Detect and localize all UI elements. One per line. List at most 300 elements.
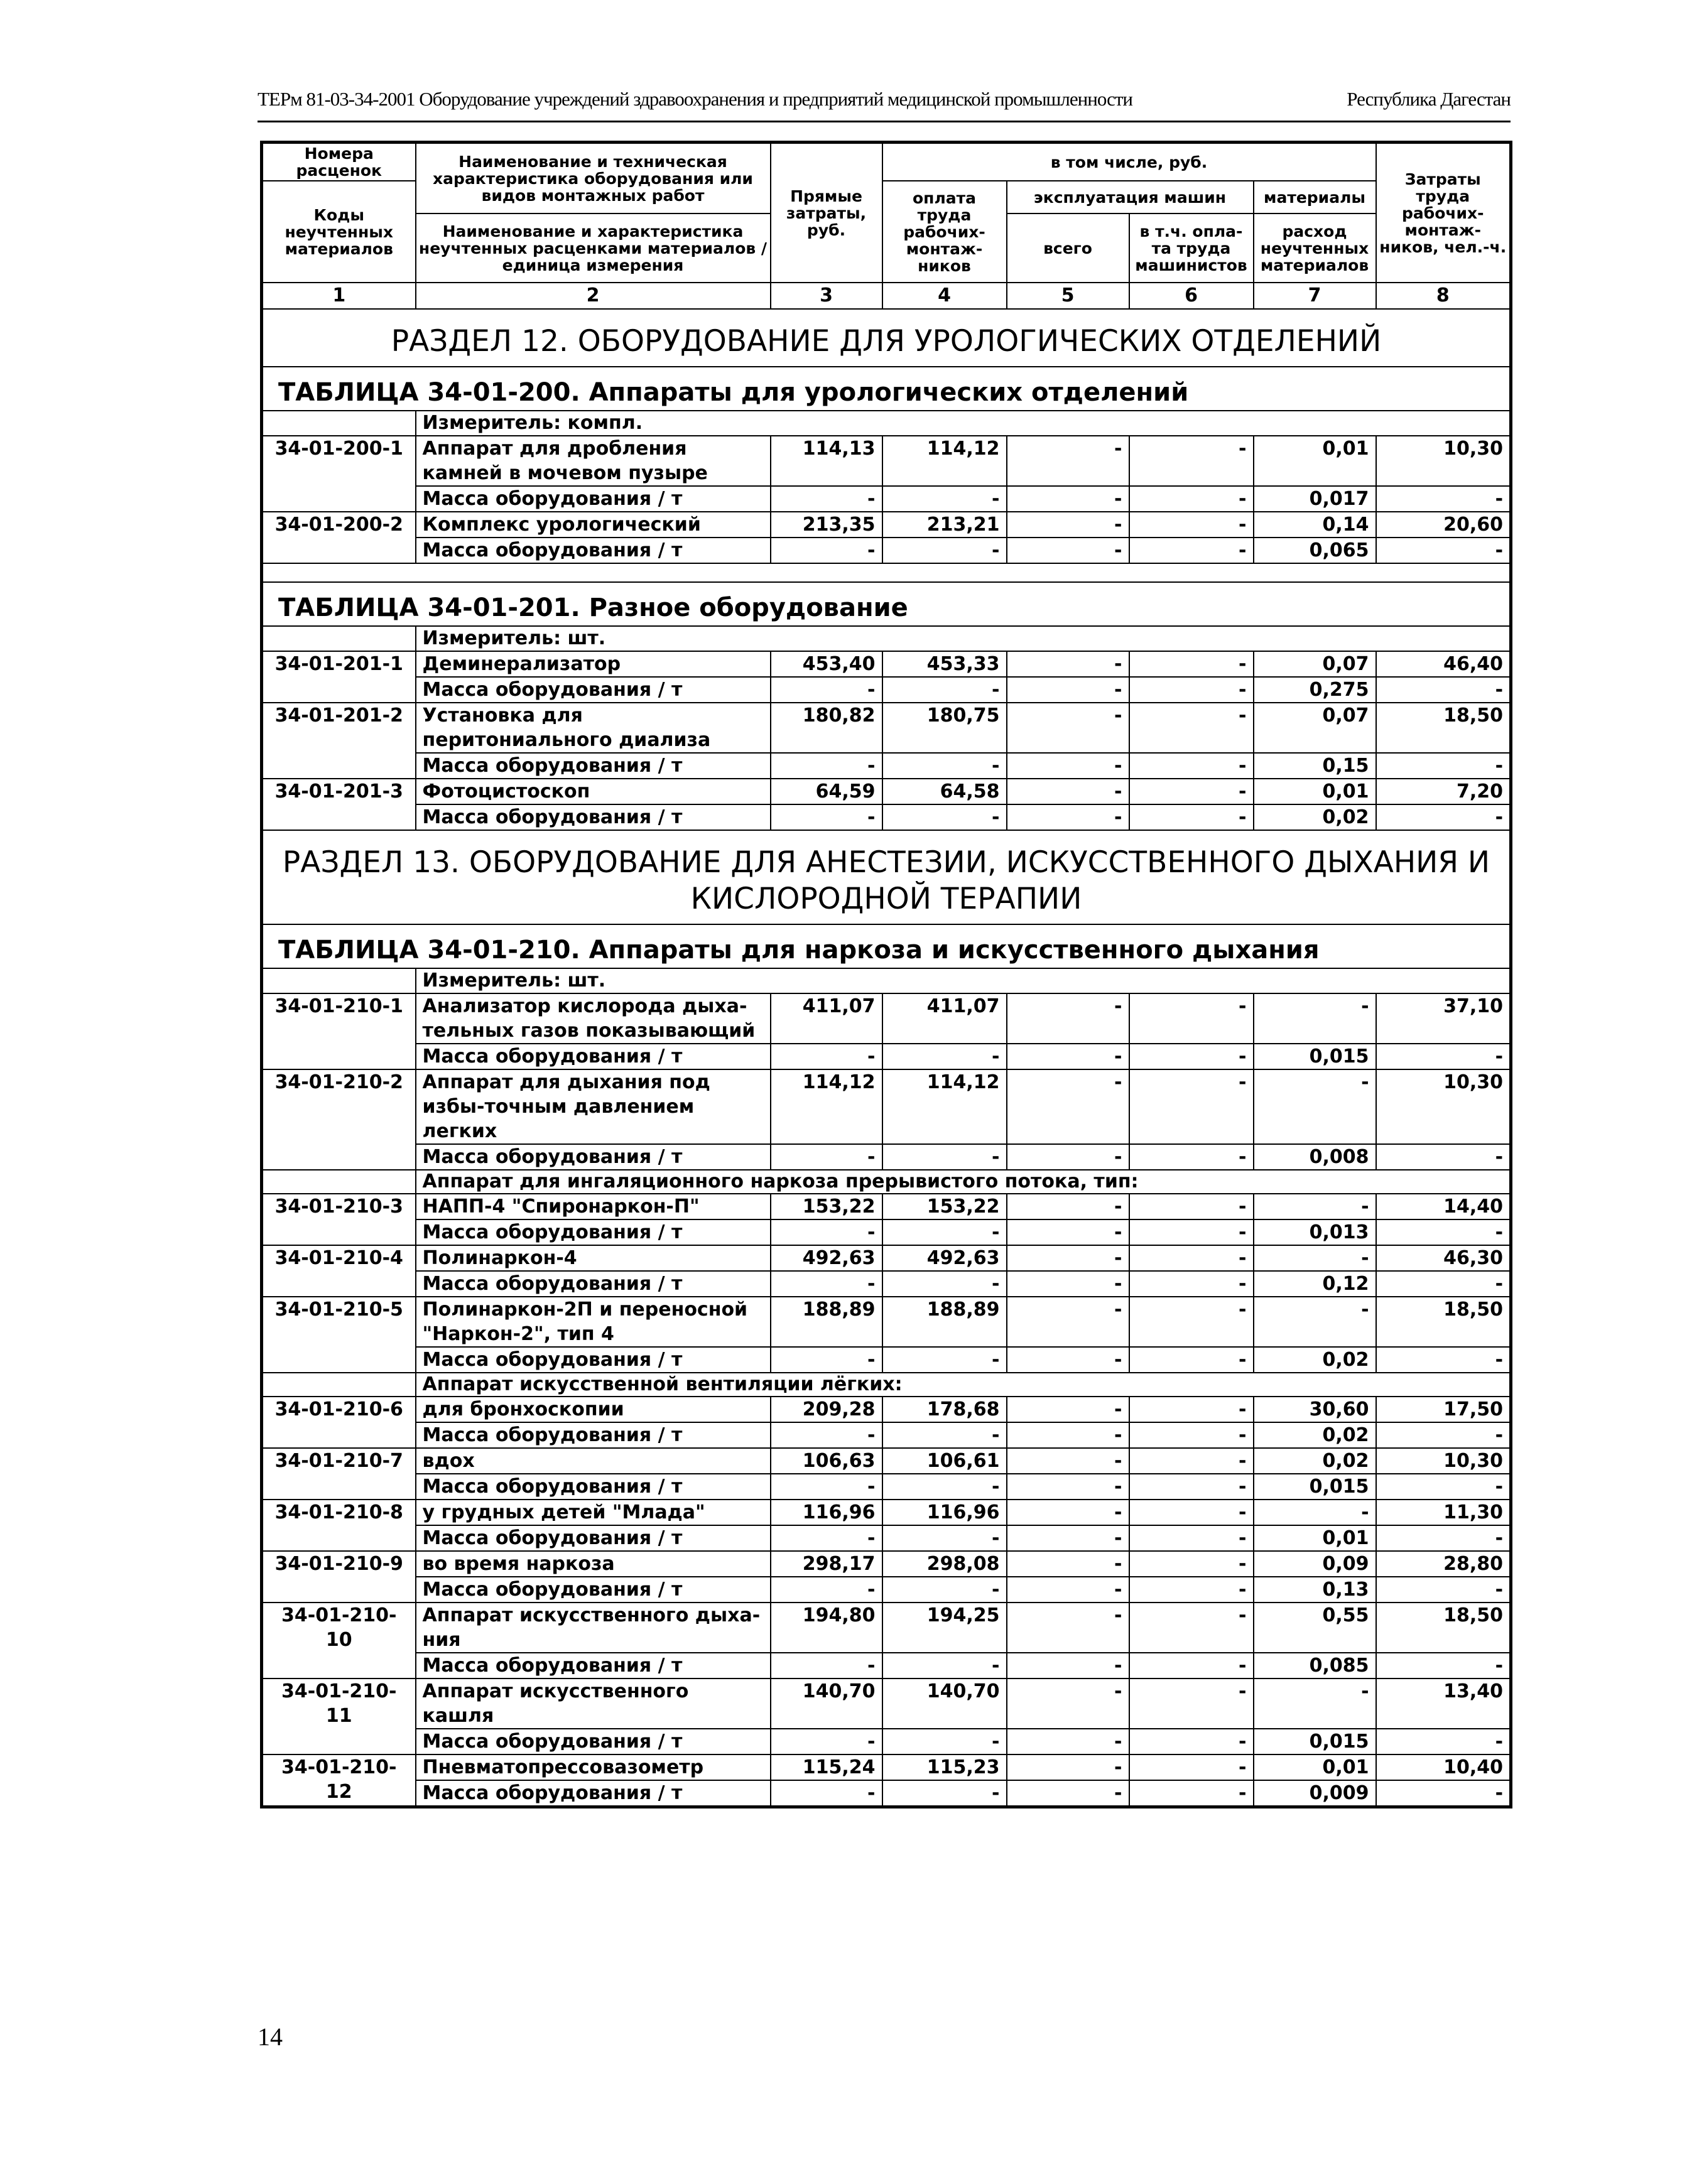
mass-labor-hours: - (1376, 1422, 1511, 1448)
rate-code: 34-01-210-10 (262, 1603, 416, 1679)
table-title-row (262, 924, 1511, 968)
labor-cost: 194,25 (882, 1603, 1007, 1653)
mass-machinist-labor: - (1129, 1653, 1254, 1679)
mass-row (262, 1474, 1511, 1500)
mass-row (262, 538, 1511, 563)
mass-machinist-labor: - (1129, 1144, 1254, 1170)
rate-name: во время наркоза (416, 1551, 771, 1577)
mass-materials: 0,15 (1254, 753, 1376, 779)
mass-labor-cost: - (882, 1144, 1007, 1170)
rate-code: 34-01-210-7 (262, 1448, 416, 1500)
mass-labor-hours: - (1376, 753, 1511, 779)
mass-labor-cost: - (882, 804, 1007, 830)
column-number: 4 (882, 283, 1007, 309)
mass-labor-cost: - (882, 1271, 1007, 1297)
mass-labor-cost: - (882, 1577, 1007, 1603)
materials: - (1254, 1194, 1376, 1219)
mass-machines-total: - (1007, 753, 1129, 779)
unit-empty (262, 411, 416, 436)
mass-direct-cost: - (771, 1577, 882, 1603)
mass-row (262, 1219, 1511, 1245)
table-row (262, 703, 1511, 753)
mass-direct-cost: - (771, 1474, 882, 1500)
mass-machinist-labor: - (1129, 1729, 1254, 1754)
labor-cost: 114,12 (882, 436, 1007, 486)
materials: 0,09 (1254, 1551, 1376, 1577)
mass-machines-total: - (1007, 1271, 1129, 1297)
mass-machines-total: - (1007, 1422, 1129, 1448)
mass-labor-cost: - (882, 1653, 1007, 1679)
column-number: 3 (771, 283, 882, 309)
direct-cost: 153,22 (771, 1194, 882, 1219)
table-row (262, 1448, 1511, 1474)
labor-hours: 28,80 (1376, 1551, 1511, 1577)
mass-label: Масса оборудования / т (416, 1525, 771, 1551)
table-title-row (262, 367, 1511, 411)
group-empty (262, 1170, 416, 1194)
machines-total: - (1007, 1679, 1129, 1729)
direct-cost: 114,12 (771, 1069, 882, 1144)
table-row (262, 651, 1511, 677)
rate-name: Аппарат для дробления камней в мочевом пузыре (416, 436, 771, 486)
machines-total: - (1007, 1448, 1129, 1474)
machinist-labor: - (1129, 779, 1254, 804)
machinist-labor: - (1129, 436, 1254, 486)
table-row (262, 1679, 1511, 1729)
rate-code: 34-01-200-2 (262, 512, 416, 563)
mass-row (262, 1144, 1511, 1170)
table-row (262, 1297, 1511, 1347)
mass-labor-cost: - (882, 1219, 1007, 1245)
labor-hours: 17,50 (1376, 1397, 1511, 1422)
mass-label: Масса оборудования / т (416, 1474, 771, 1500)
table-row (262, 1397, 1511, 1422)
mass-labor-hours: - (1376, 1219, 1511, 1245)
rate-name: Анализатор кислорода дыха-тельных газов показывающий (416, 993, 771, 1044)
mass-machinist-labor: - (1129, 1347, 1254, 1373)
spacer (262, 563, 1511, 582)
labor-hours: 18,50 (1376, 1297, 1511, 1347)
section-row (262, 830, 1511, 924)
mass-direct-cost: - (771, 1219, 882, 1245)
materials: - (1254, 1679, 1376, 1729)
materials: 0,01 (1254, 436, 1376, 486)
mass-machinist-labor: - (1129, 1219, 1254, 1245)
rate-code: 34-01-210-12 (262, 1754, 416, 1807)
labor-hours: 10,30 (1376, 1069, 1511, 1144)
mass-labor-cost: - (882, 538, 1007, 563)
mass-machines-total: - (1007, 1219, 1129, 1245)
direct-cost: 194,80 (771, 1603, 882, 1653)
table-row (262, 1245, 1511, 1271)
materials: 0,01 (1254, 779, 1376, 804)
mass-row (262, 486, 1511, 512)
mass-machinist-labor: - (1129, 538, 1254, 563)
rate-name: для бронхоскопии (416, 1397, 771, 1422)
mass-label: Масса оборудования / т (416, 1422, 771, 1448)
mass-materials: 0,065 (1254, 538, 1376, 563)
mass-row (262, 1525, 1511, 1551)
mass-machinist-labor: - (1129, 804, 1254, 830)
machinist-labor: - (1129, 1603, 1254, 1653)
mass-label: Масса оборудования / т (416, 1780, 771, 1807)
table-row (262, 779, 1511, 804)
group-empty (262, 1373, 416, 1397)
rate-code: 34-01-201-1 (262, 651, 416, 703)
column-number: 6 (1129, 283, 1254, 309)
mass-labor-hours: - (1376, 1144, 1511, 1170)
mass-label: Масса оборудования / т (416, 538, 771, 563)
mass-direct-cost: - (771, 1729, 882, 1754)
rate-name: Полинаркон-4 (416, 1245, 771, 1271)
mass-direct-cost: - (771, 1780, 882, 1807)
mass-materials: 0,02 (1254, 804, 1376, 830)
materials: 30,60 (1254, 1397, 1376, 1422)
machines-total: - (1007, 1500, 1129, 1525)
labor-cost: 115,23 (882, 1754, 1007, 1780)
materials: - (1254, 1297, 1376, 1347)
direct-cost: 116,96 (771, 1500, 882, 1525)
mass-materials: 0,017 (1254, 486, 1376, 512)
labor-hours: 18,50 (1376, 703, 1511, 753)
direct-cost: 140,70 (771, 1679, 882, 1729)
labor-hours: 10,30 (1376, 1448, 1511, 1474)
mass-machines-total: - (1007, 1474, 1129, 1500)
col2-header-top: Наименование и техническая характеристика оборудования или видов монтажных работ (416, 143, 771, 214)
rate-name: Комплекс урологический (416, 512, 771, 538)
unit-empty (262, 626, 416, 651)
labor-hours: 10,40 (1376, 1754, 1511, 1780)
table-title: ТАБЛИЦА 34-01-200. Аппараты для урологических отделений (262, 367, 1511, 411)
machines-total: - (1007, 1754, 1129, 1780)
column-number: 7 (1254, 283, 1376, 309)
mass-row (262, 753, 1511, 779)
mass-machines-total: - (1007, 1347, 1129, 1373)
mass-labor-hours: - (1376, 538, 1511, 563)
group-label: Аппарат искусственной вентиляции лёгких: (416, 1373, 1511, 1397)
rate-code: 34-01-210-11 (262, 1679, 416, 1754)
mass-label: Масса оборудования / т (416, 1653, 771, 1679)
mass-machinist-labor: - (1129, 1577, 1254, 1603)
mass-machinist-labor: - (1129, 1780, 1254, 1807)
rate-name: Фотоцистоскоп (416, 779, 771, 804)
spacer-row (262, 563, 1511, 582)
mass-labor-hours: - (1376, 677, 1511, 703)
direct-cost: 492,63 (771, 1245, 882, 1271)
machines-total: - (1007, 1397, 1129, 1422)
unit-label: Измеритель: шт. (416, 626, 1511, 651)
mass-direct-cost: - (771, 677, 882, 703)
mass-labor-cost: - (882, 753, 1007, 779)
rate-code: 34-01-210-9 (262, 1551, 416, 1603)
mass-machines-total: - (1007, 677, 1129, 703)
unit-empty (262, 968, 416, 993)
table-row (262, 1069, 1511, 1144)
rate-code: 34-01-210-5 (262, 1297, 416, 1373)
col4-header: оплата труда рабочих-монтаж-ников (882, 181, 1007, 283)
mass-materials: 0,009 (1254, 1780, 1376, 1807)
col1-header-top: Номера расценок (262, 143, 416, 181)
table-row (262, 1603, 1511, 1653)
machines-total: - (1007, 1603, 1129, 1653)
materials: - (1254, 1069, 1376, 1144)
table-title: ТАБЛИЦА 34-01-210. Аппараты для наркоза и искусственного дыхания (262, 924, 1511, 968)
table-row (262, 993, 1511, 1044)
mass-machines-total: - (1007, 486, 1129, 512)
mass-label: Масса оборудования / т (416, 1219, 771, 1245)
rate-name: у грудных детей "Млада" (416, 1500, 771, 1525)
mass-row (262, 1271, 1511, 1297)
machines-total: - (1007, 779, 1129, 804)
labor-hours: 20,60 (1376, 512, 1511, 538)
page-number: 14 (258, 2023, 283, 2051)
mass-materials: 0,085 (1254, 1653, 1376, 1679)
labor-hours: 7,20 (1376, 779, 1511, 804)
machines-total: - (1007, 703, 1129, 753)
labor-hours: 37,10 (1376, 993, 1511, 1044)
mass-materials: 0,13 (1254, 1577, 1376, 1603)
mass-direct-cost: - (771, 1144, 882, 1170)
mass-machines-total: - (1007, 1780, 1129, 1807)
rate-name: Аппарат искусственного кашля (416, 1679, 771, 1729)
mass-labor-hours: - (1376, 1044, 1511, 1069)
labor-hours: 11,30 (1376, 1500, 1511, 1525)
direct-cost: 106,63 (771, 1448, 882, 1474)
section-title: РАЗДЕЛ 12. ОБОРУДОВАНИЕ ДЛЯ УРОЛОГИЧЕСКИХ ОТДЕЛЕНИЙ (262, 309, 1511, 367)
mass-label: Масса оборудования / т (416, 753, 771, 779)
labor-cost: 106,61 (882, 1448, 1007, 1474)
direct-cost: 209,28 (771, 1397, 882, 1422)
mass-labor-cost: - (882, 1729, 1007, 1754)
materials: 0,55 (1254, 1603, 1376, 1653)
rate-name: Полинаркон-2П и переносной "Наркон-2", тип 4 (416, 1297, 771, 1347)
mass-machines-total: - (1007, 1577, 1129, 1603)
incl-header: в том числе, руб. (882, 143, 1376, 181)
rate-name: Установка для перитониального диализа (416, 703, 771, 753)
mass-labor-hours: - (1376, 1271, 1511, 1297)
labor-cost: 153,22 (882, 1194, 1007, 1219)
mass-machinist-labor: - (1129, 1474, 1254, 1500)
mass-labor-cost: - (882, 677, 1007, 703)
labor-cost: 140,70 (882, 1679, 1007, 1729)
mass-direct-cost: - (771, 1525, 882, 1551)
rate-name: НАПП-4 "Спиронаркон-П" (416, 1194, 771, 1219)
machines-total: - (1007, 1069, 1129, 1144)
machines-total: - (1007, 512, 1129, 538)
mass-labor-hours: - (1376, 1525, 1511, 1551)
rate-code: 34-01-210-3 (262, 1194, 416, 1245)
machines-total: - (1007, 993, 1129, 1044)
rate-name: Деминерализатор (416, 651, 771, 677)
mass-row (262, 1653, 1511, 1679)
machinist-labor: - (1129, 512, 1254, 538)
price-table (260, 141, 1512, 1808)
machinist-labor: - (1129, 1754, 1254, 1780)
mass-direct-cost: - (771, 538, 882, 563)
table-row (262, 436, 1511, 486)
mass-label: Масса оборудования / т (416, 1271, 771, 1297)
machines-total: - (1007, 1194, 1129, 1219)
mass-labor-cost: - (882, 486, 1007, 512)
rate-code: 34-01-200-1 (262, 436, 416, 512)
rate-name: вдох (416, 1448, 771, 1474)
labor-cost: 116,96 (882, 1500, 1007, 1525)
labor-hours: 14,40 (1376, 1194, 1511, 1219)
mass-machines-total: - (1007, 804, 1129, 830)
mass-materials: 0,275 (1254, 677, 1376, 703)
direct-cost: 115,24 (771, 1754, 882, 1780)
mass-row (262, 1729, 1511, 1754)
col2-header-bottom: Наименование и характеристика неучтенных расценками материалов / единица измерения (416, 214, 771, 283)
labor-hours: 46,30 (1376, 1245, 1511, 1271)
labor-hours: 18,50 (1376, 1603, 1511, 1653)
mass-direct-cost: - (771, 804, 882, 830)
mass-labor-hours: - (1376, 1729, 1511, 1754)
rate-code: 34-01-201-2 (262, 703, 416, 779)
mass-machines-total: - (1007, 1653, 1129, 1679)
unit-row (262, 626, 1511, 651)
mass-materials: 0,02 (1254, 1422, 1376, 1448)
running-header (258, 88, 1511, 117)
machines-total: - (1007, 1551, 1129, 1577)
mass-row (262, 1780, 1511, 1807)
labor-cost: 114,12 (882, 1069, 1007, 1144)
mass-labor-hours: - (1376, 1474, 1511, 1500)
mass-machinist-labor: - (1129, 1044, 1254, 1069)
mass-label: Масса оборудования / т (416, 486, 771, 512)
mass-row (262, 677, 1511, 703)
rate-name: Аппарат для дыхания под избы-точным давлением легких (416, 1069, 771, 1144)
mass-machinist-labor: - (1129, 753, 1254, 779)
labor-cost: 411,07 (882, 993, 1007, 1044)
unit-row (262, 411, 1511, 436)
machines-total: - (1007, 651, 1129, 677)
column-number: 1 (262, 283, 416, 309)
mass-machinist-labor: - (1129, 486, 1254, 512)
labor-hours: 46,40 (1376, 651, 1511, 677)
mass-label: Масса оборудования / т (416, 804, 771, 830)
machinist-labor: - (1129, 1245, 1254, 1271)
mass-materials: 0,008 (1254, 1144, 1376, 1170)
mass-labor-cost: - (882, 1044, 1007, 1069)
col1-header-bottom: Коды неучтенных материалов (262, 181, 416, 283)
rate-code: 34-01-210-4 (262, 1245, 416, 1297)
machinist-labor: - (1129, 1448, 1254, 1474)
machines-header: эксплуатация машин (1007, 181, 1254, 214)
mass-machinist-labor: - (1129, 1422, 1254, 1448)
mass-labor-cost: - (882, 1780, 1007, 1807)
unit-label: Измеритель: шт. (416, 968, 1511, 993)
document-title: ТЕРм 81-03-34-2001 Оборудование учреждений здравоохранения и предприятий медицинской промышленности (258, 88, 1132, 110)
mass-machinist-labor: - (1129, 1271, 1254, 1297)
mass-direct-cost: - (771, 1347, 882, 1373)
rate-code: 34-01-201-3 (262, 779, 416, 830)
labor-cost: 178,68 (882, 1397, 1007, 1422)
group-label: Аппарат для ингаляционного наркоза прерывистого потока, тип: (416, 1170, 1511, 1194)
mass-machinist-labor: - (1129, 1525, 1254, 1551)
materials: 0,14 (1254, 512, 1376, 538)
mass-row (262, 1347, 1511, 1373)
machinist-labor: - (1129, 993, 1254, 1044)
labor-hours: 10,30 (1376, 436, 1511, 486)
table-title-row (262, 582, 1511, 626)
mass-labor-hours: - (1376, 804, 1511, 830)
direct-cost: 114,13 (771, 436, 882, 486)
unit-label: Измеритель: компл. (416, 411, 1511, 436)
rate-name: Аппарат искусственного дыха-ния (416, 1603, 771, 1653)
mass-label: Масса оборудования / т (416, 1144, 771, 1170)
rate-code: 34-01-210-6 (262, 1397, 416, 1448)
machinist-labor: - (1129, 1297, 1254, 1347)
materials-header: материалы (1254, 181, 1376, 214)
machinist-labor: - (1129, 1551, 1254, 1577)
materials: - (1254, 993, 1376, 1044)
machinist-labor: - (1129, 651, 1254, 677)
mass-direct-cost: - (771, 486, 882, 512)
labor-cost: 453,33 (882, 651, 1007, 677)
rate-code: 34-01-210-8 (262, 1500, 416, 1551)
table-row (262, 1754, 1511, 1780)
mass-materials: 0,01 (1254, 1525, 1376, 1551)
mass-machines-total: - (1007, 1144, 1129, 1170)
table-row (262, 1551, 1511, 1577)
mass-direct-cost: - (771, 1422, 882, 1448)
mass-materials: 0,015 (1254, 1474, 1376, 1500)
labor-hours: 13,40 (1376, 1679, 1511, 1729)
mass-direct-cost: - (771, 1653, 882, 1679)
rate-code: 34-01-210-2 (262, 1069, 416, 1170)
mass-labor-hours: - (1376, 1653, 1511, 1679)
mass-materials: 0,013 (1254, 1219, 1376, 1245)
table-row (262, 512, 1511, 538)
mass-machines-total: - (1007, 1525, 1129, 1551)
mass-materials: 0,015 (1254, 1729, 1376, 1754)
table-title: ТАБЛИЦА 34-01-201. Разное оборудование (262, 582, 1511, 626)
rate-code: 34-01-210-1 (262, 993, 416, 1069)
region-name: Республика Дагестан (1347, 88, 1511, 110)
mass-direct-cost: - (771, 1271, 882, 1297)
mass-label: Масса оборудования / т (416, 1347, 771, 1373)
machines-total: - (1007, 436, 1129, 486)
mass-labor-hours: - (1376, 1780, 1511, 1807)
mass-labor-cost: - (882, 1525, 1007, 1551)
direct-cost: 411,07 (771, 993, 882, 1044)
labor-cost: 492,63 (882, 1245, 1007, 1271)
col7-header: расход неучтенных материалов (1254, 214, 1376, 283)
table-row (262, 1500, 1511, 1525)
machinist-labor: - (1129, 1194, 1254, 1219)
mass-labor-cost: - (882, 1347, 1007, 1373)
mass-row (262, 804, 1511, 830)
machinist-labor: - (1129, 1069, 1254, 1144)
direct-cost: 64,59 (771, 779, 882, 804)
mass-materials: 0,015 (1254, 1044, 1376, 1069)
machinist-labor: - (1129, 1500, 1254, 1525)
mass-row (262, 1422, 1511, 1448)
group-row (262, 1170, 1511, 1194)
machines-total: - (1007, 1245, 1129, 1271)
labor-cost: 180,75 (882, 703, 1007, 753)
section-title: РАЗДЕЛ 13. ОБОРУДОВАНИЕ ДЛЯ АНЕСТЕЗИИ, ИСКУССТВЕННОГО ДЫХАНИЯ И КИСЛОРОДНОЙ ТЕРАПИИ (262, 830, 1511, 924)
col3-header: Прямые затраты, руб. (771, 143, 882, 283)
mass-row (262, 1044, 1511, 1069)
mass-direct-cost: - (771, 753, 882, 779)
group-row (262, 1373, 1511, 1397)
machines-total: - (1007, 1297, 1129, 1347)
mass-machines-total: - (1007, 1044, 1129, 1069)
mass-label: Масса оборудования / т (416, 677, 771, 703)
machinist-labor: - (1129, 1397, 1254, 1422)
